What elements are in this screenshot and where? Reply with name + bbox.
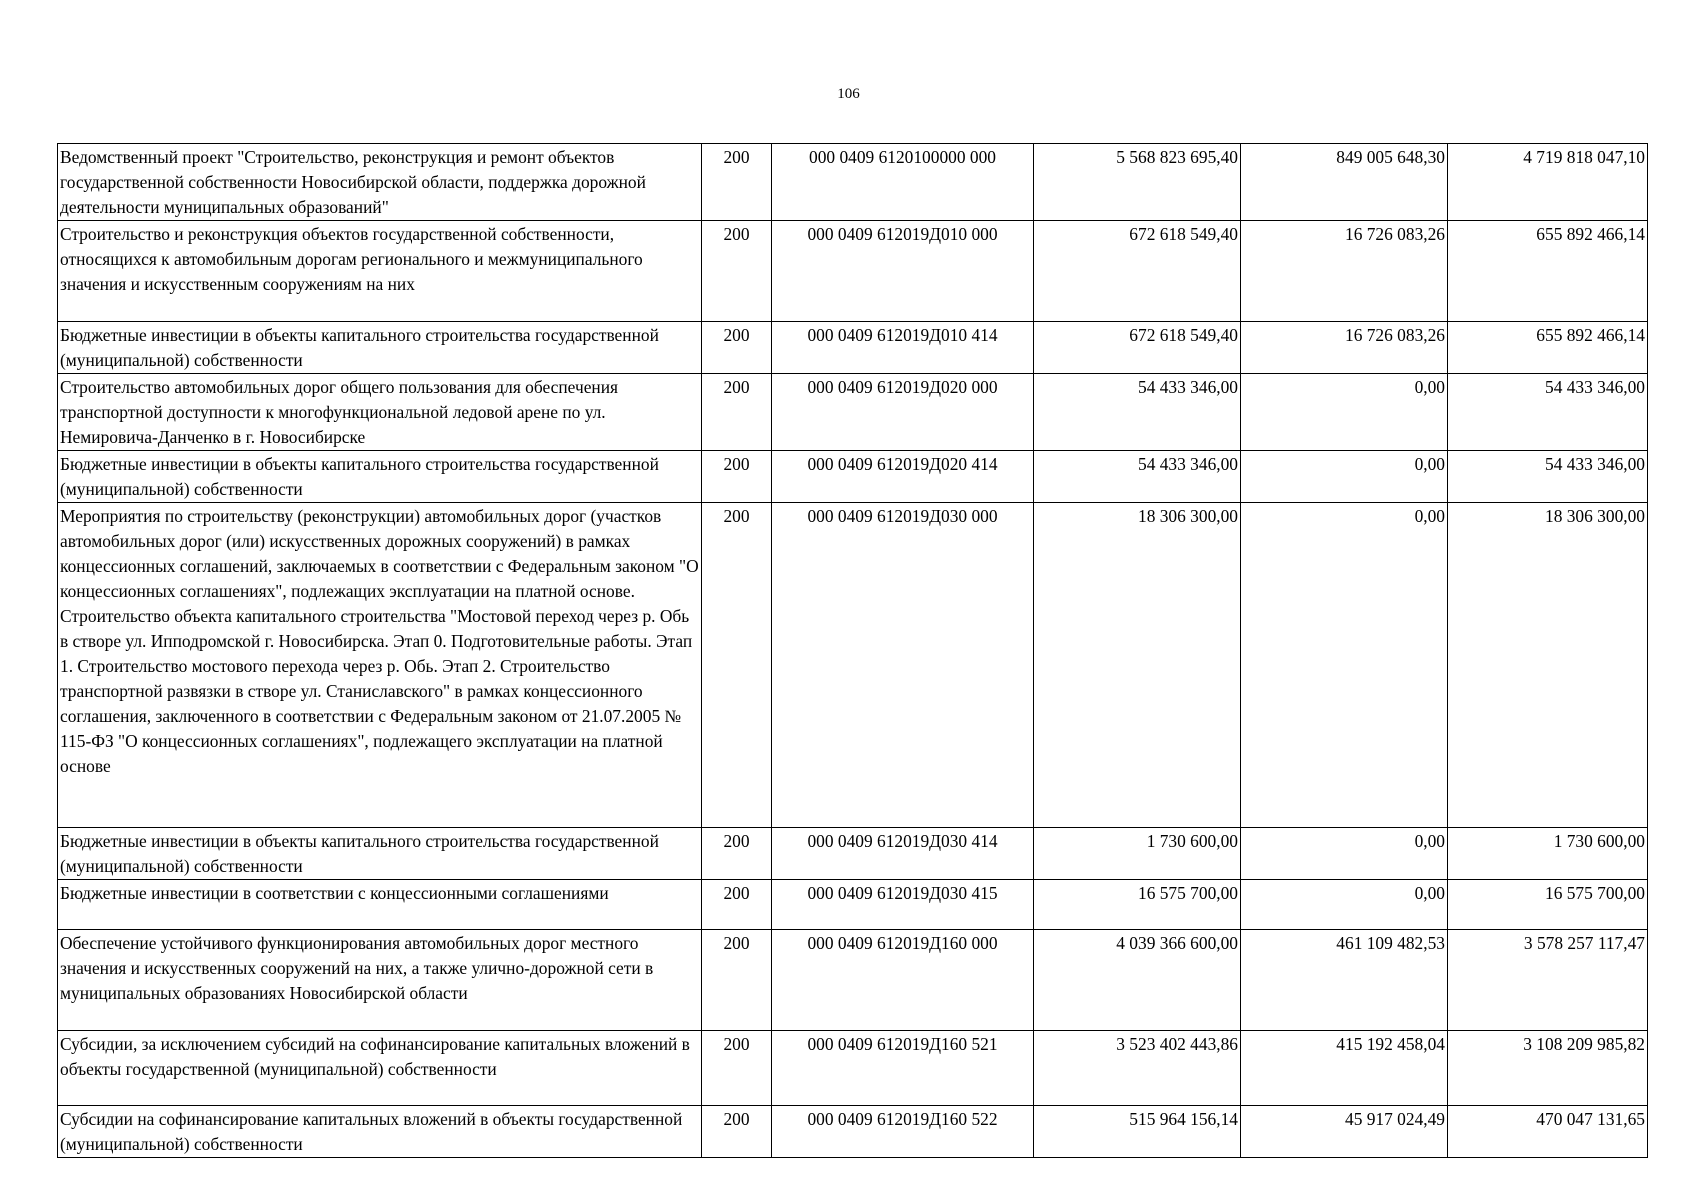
row-admin-code: 200 xyxy=(702,451,772,503)
table-row xyxy=(58,1106,1648,1158)
row-kbk: 000 0409 612019Д010 414 xyxy=(772,322,1034,374)
row-value-executed: 0,00 xyxy=(1241,503,1448,828)
row-name: Субсидии на софинансирование капитальных вложений в объекты государственной (муниципальной) собственности xyxy=(58,1106,702,1158)
row-kbk: 000 0409 612019Д020 414 xyxy=(772,451,1034,503)
row-value-remaining: 1 730 600,00 xyxy=(1448,828,1648,880)
row-value-executed: 0,00 xyxy=(1241,374,1448,451)
row-value-executed: 16 726 083,26 xyxy=(1241,322,1448,374)
row-value-approved: 16 575 700,00 xyxy=(1034,880,1241,930)
row-value-approved: 4 039 366 600,00 xyxy=(1034,930,1241,1031)
row-value-approved: 3 523 402 443,86 xyxy=(1034,1031,1241,1106)
row-kbk: 000 0409 612019Д010 000 xyxy=(772,221,1034,322)
row-name: Бюджетные инвестиции в соответствии с концессионными соглашениями xyxy=(58,880,702,930)
row-value-remaining: 3 108 209 985,82 xyxy=(1448,1031,1648,1106)
row-admin-code: 200 xyxy=(702,930,772,1031)
table-row xyxy=(58,503,1648,828)
table-row xyxy=(58,144,1648,221)
row-value-remaining: 655 892 466,14 xyxy=(1448,322,1648,374)
table-row xyxy=(58,930,1648,1031)
row-admin-code: 200 xyxy=(702,1106,772,1158)
row-value-approved: 672 618 549,40 xyxy=(1034,221,1241,322)
row-value-approved: 54 433 346,00 xyxy=(1034,451,1241,503)
row-name: Строительство и реконструкция объектов государственной собственности, относящихся к автомобильным дорогам регионального и межмуниципального значения и искусственным сооружениям на них xyxy=(58,221,702,322)
row-kbk: 000 0409 612019Д030 414 xyxy=(772,828,1034,880)
row-name: Бюджетные инвестиции в объекты капитального строительства государственной (муниципальной) собственности xyxy=(58,828,702,880)
row-name: Строительство автомобильных дорог общего пользования для обеспечения транспортной доступности к многофункциональной ледовой арене по ул. Немировича-Данченко в г. Новосибирске xyxy=(58,374,702,451)
row-value-executed: 849 005 648,30 xyxy=(1241,144,1448,221)
row-value-approved: 1 730 600,00 xyxy=(1034,828,1241,880)
page-number: 106 xyxy=(837,86,860,102)
row-value-executed: 0,00 xyxy=(1241,880,1448,930)
row-kbk: 000 0409 612019Д030 415 xyxy=(772,880,1034,930)
row-name: Мероприятия по строительству (реконструкции) автомобильных дорог (участков автомобильных дорог (или) искусственных дорожных сооружений) в рамках концессионных соглашений, заключаемых в соответствии с Федеральным законом "О концессионных соглашениях", подлежащих эксплуатации на платной основе. Строительство объекта капитального строительства "Мостовой переход через р. Обь в створе ул. Ипподромской г. Новосибирска. Этап 0. Подготовительные работы. Этап 1. Строительство мостового перехода через р. Обь. Этап 2. Строительство транспортной развязки в створе ул. Станиславского" в рамках концессионного соглашения, заключенного в соответствии с Федеральным законом от 21.07.2005 № 115-ФЗ "О концессионных соглашениях", подлежащего эксплуатации на платной основе xyxy=(58,503,702,828)
row-value-remaining: 4 719 818 047,10 xyxy=(1448,144,1648,221)
row-kbk: 000 0409 612019Д020 000 xyxy=(772,374,1034,451)
row-value-executed: 415 192 458,04 xyxy=(1241,1031,1448,1106)
row-admin-code: 200 xyxy=(702,1031,772,1106)
table-row xyxy=(58,221,1648,322)
row-admin-code: 200 xyxy=(702,221,772,322)
row-value-executed: 45 917 024,49 xyxy=(1241,1106,1448,1158)
table-row xyxy=(58,880,1648,930)
row-admin-code: 200 xyxy=(702,828,772,880)
table-row xyxy=(58,322,1648,374)
row-kbk: 000 0409 6120100000 000 xyxy=(772,144,1034,221)
table-row xyxy=(58,828,1648,880)
table-row xyxy=(58,451,1648,503)
row-value-approved: 672 618 549,40 xyxy=(1034,322,1241,374)
table-row xyxy=(58,1031,1648,1106)
row-value-executed: 0,00 xyxy=(1241,828,1448,880)
row-name: Бюджетные инвестиции в объекты капитального строительства государственной (муниципальной) собственности xyxy=(58,451,702,503)
row-name: Ведомственный проект "Строительство, реконструкция и ремонт объектов государственной собственности Новосибирской области, поддержка дорожной деятельности муниципальных образований" xyxy=(58,144,702,221)
row-kbk: 000 0409 612019Д160 522 xyxy=(772,1106,1034,1158)
row-name: Субсидии, за исключением субсидий на софинансирование капитальных вложений в объекты государственной (муниципальной) собственности xyxy=(58,1031,702,1106)
row-value-remaining: 655 892 466,14 xyxy=(1448,221,1648,322)
row-admin-code: 200 xyxy=(702,322,772,374)
budget-table xyxy=(57,143,1648,1158)
row-value-approved: 18 306 300,00 xyxy=(1034,503,1241,828)
row-admin-code: 200 xyxy=(702,144,772,221)
row-admin-code: 200 xyxy=(702,503,772,828)
row-admin-code: 200 xyxy=(702,880,772,930)
row-kbk: 000 0409 612019Д160 521 xyxy=(772,1031,1034,1106)
row-name: Бюджетные инвестиции в объекты капитального строительства государственной (муниципальной) собственности xyxy=(58,322,702,374)
row-value-remaining: 470 047 131,65 xyxy=(1448,1106,1648,1158)
row-value-executed: 461 109 482,53 xyxy=(1241,930,1448,1031)
row-value-remaining: 16 575 700,00 xyxy=(1448,880,1648,930)
row-name: Обеспечение устойчивого функционирования автомобильных дорог местного значения и искусственных сооружений на них, а также улично-дорожной сети в муниципальных образованиях Новосибирской области xyxy=(58,930,702,1031)
row-value-remaining: 18 306 300,00 xyxy=(1448,503,1648,828)
row-kbk: 000 0409 612019Д160 000 xyxy=(772,930,1034,1031)
row-value-approved: 515 964 156,14 xyxy=(1034,1106,1241,1158)
row-kbk: 000 0409 612019Д030 000 xyxy=(772,503,1034,828)
row-value-remaining: 3 578 257 117,47 xyxy=(1448,930,1648,1031)
row-value-remaining: 54 433 346,00 xyxy=(1448,374,1648,451)
row-value-approved: 54 433 346,00 xyxy=(1034,374,1241,451)
row-value-executed: 16 726 083,26 xyxy=(1241,221,1448,322)
row-value-executed: 0,00 xyxy=(1241,451,1448,503)
table-row xyxy=(58,374,1648,451)
row-value-remaining: 54 433 346,00 xyxy=(1448,451,1648,503)
row-admin-code: 200 xyxy=(702,374,772,451)
row-value-approved: 5 568 823 695,40 xyxy=(1034,144,1241,221)
